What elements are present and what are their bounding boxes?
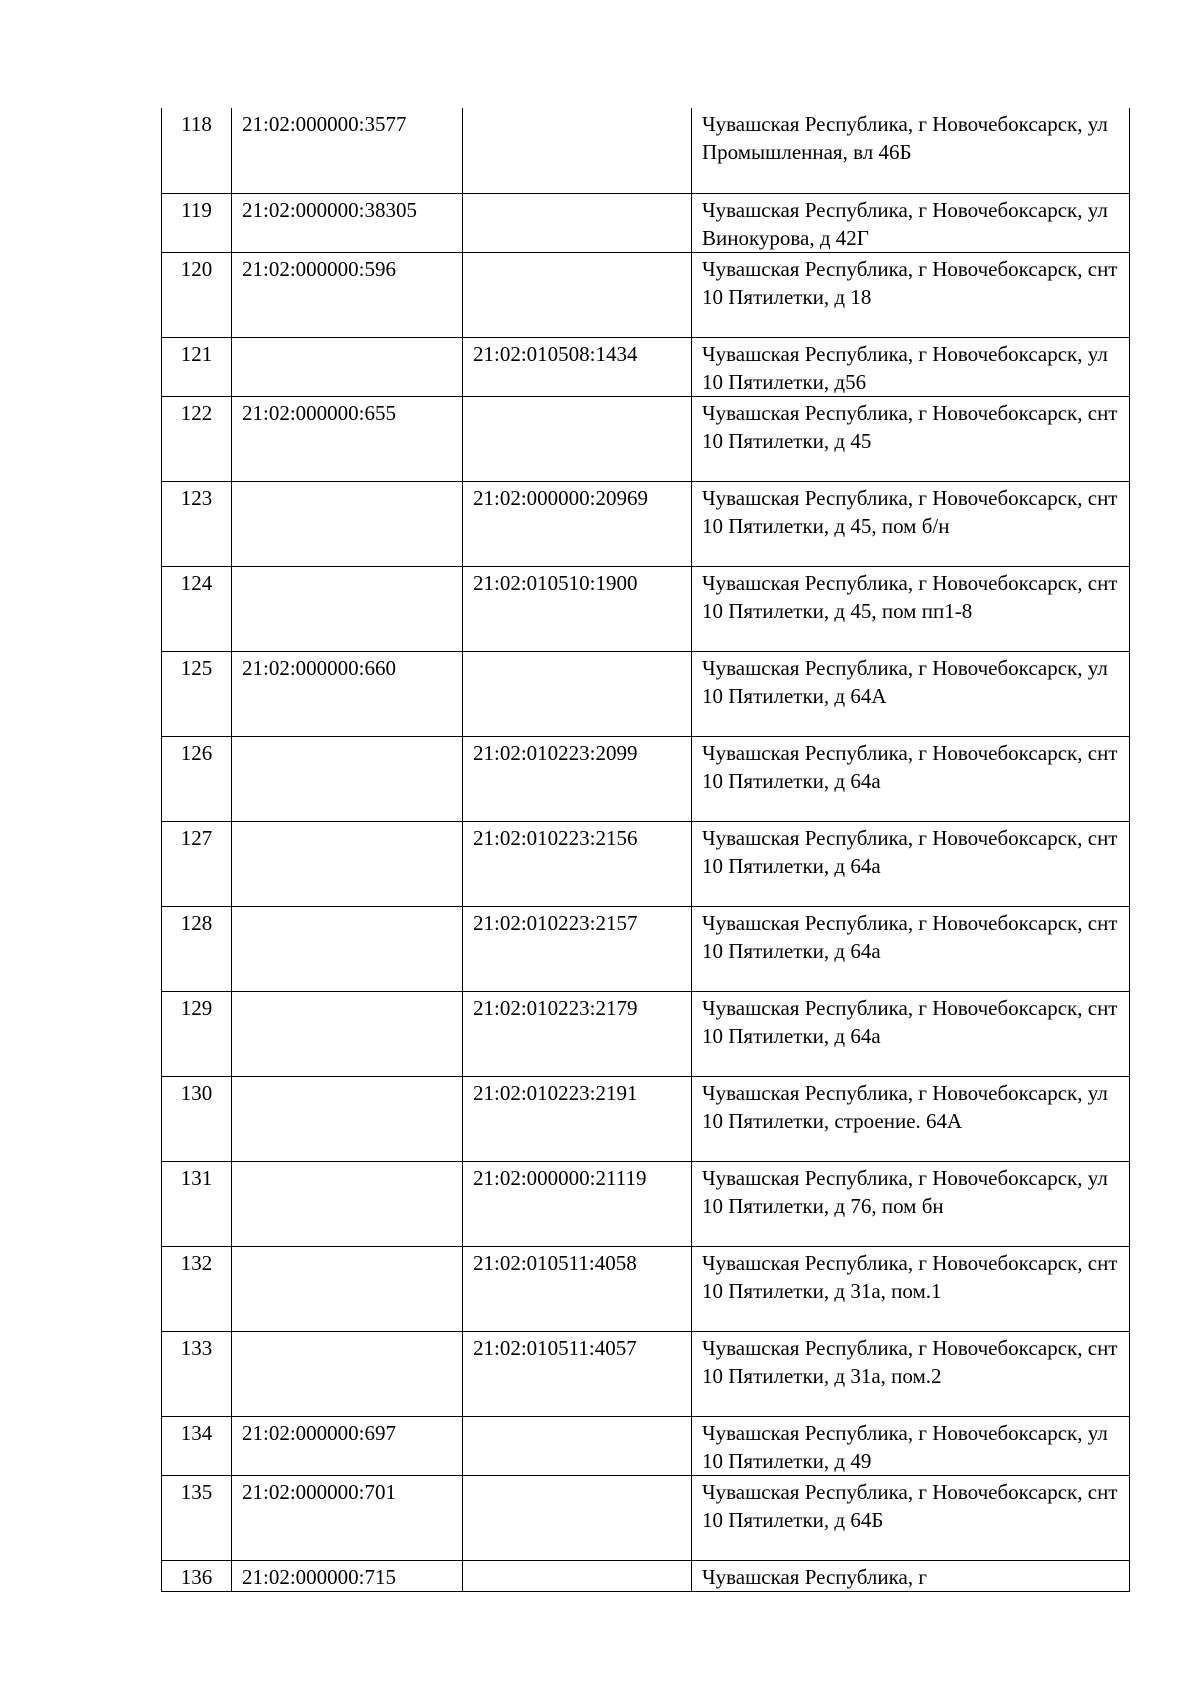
row-number: 129 [162,991,232,1076]
cadastral-number-building: 21:02:010511:4057 [463,1331,692,1416]
cadastral-number-land: 21:02:000000:697 [232,1416,463,1475]
row-number: 125 [162,651,232,736]
table-row [162,991,1130,1076]
table-row [162,193,1130,252]
table-row [162,1560,1130,1591]
cadastral-number-building [463,1475,692,1560]
cadastral-number-land: 21:02:000000:596 [232,252,463,337]
address: Чувашская Республика, г Новочебоксарск, снт 10 Пятилетки, д 45, пом пп1-8 [692,566,1130,651]
address: Чувашская Республика, г Новочебоксарск, снт 10 Пятилетки, д 45, пом б/н [692,481,1130,566]
row-number: 133 [162,1331,232,1416]
table-row [162,1475,1130,1560]
cadastral-table [161,108,1130,1592]
cadastral-number-building: 21:02:010511:4058 [463,1246,692,1331]
cadastral-number-building: 21:02:010223:2179 [463,991,692,1076]
cadastral-number-land: 21:02:000000:655 [232,396,463,481]
row-number: 128 [162,906,232,991]
address: Чувашская Республика, г Новочебоксарск, снт 10 Пятилетки, д 18 [692,252,1130,337]
cadastral-number-building [463,1560,692,1591]
cadastral-number-building: 21:02:000000:21119 [463,1161,692,1246]
row-number: 126 [162,736,232,821]
address: Чувашская Республика, г Новочебоксарск, ул Винокурова, д 42Г [692,193,1130,252]
table-row [162,821,1130,906]
row-number: 127 [162,821,232,906]
cadastral-number-land [232,566,463,651]
table-row [162,252,1130,337]
cadastral-number-building [463,1416,692,1475]
address: Чувашская Республика, г Новочебоксарск, ул 10 Пятилетки, строение. 64А [692,1076,1130,1161]
table-row [162,906,1130,991]
cadastral-number-building [463,252,692,337]
table-row [162,1331,1130,1416]
address: Чувашская Республика, г Новочебоксарск, снт 10 Пятилетки, д 31а, пом.2 [692,1331,1130,1416]
row-number: 130 [162,1076,232,1161]
table-row [162,1076,1130,1161]
cadastral-number-building [463,396,692,481]
row-number: 122 [162,396,232,481]
cadastral-number-land: 21:02:000000:660 [232,651,463,736]
row-number: 123 [162,481,232,566]
address: Чувашская Республика, г Новочебоксарск, снт 10 Пятилетки, д 64Б [692,1475,1130,1560]
row-number: 121 [162,337,232,396]
cadastral-number-land [232,991,463,1076]
address: Чувашская Республика, г Новочебоксарск, снт 10 Пятилетки, д 64а [692,991,1130,1076]
cadastral-number-land [232,1331,463,1416]
address: Чувашская Республика, г Новочебоксарск, ул 10 Пятилетки, д 64А [692,651,1130,736]
table-row [162,1246,1130,1331]
cadastral-number-land [232,481,463,566]
cadastral-number-land: 21:02:000000:3577 [232,108,463,193]
row-number: 132 [162,1246,232,1331]
address: Чувашская Республика, г Новочебоксарск, снт 10 Пятилетки, д 31а, пом.1 [692,1246,1130,1331]
row-number: 119 [162,193,232,252]
row-number: 136 [162,1560,232,1591]
cadastral-number-building [463,193,692,252]
address: Чувашская Республика, г Новочебоксарск, ул 10 Пятилетки, д56 [692,337,1130,396]
row-number: 124 [162,566,232,651]
address: Чувашская Республика, г Новочебоксарск, снт 10 Пятилетки, д 64а [692,821,1130,906]
cadastral-number-land: 21:02:000000:715 [232,1560,463,1591]
table-row [162,566,1130,651]
cadastral-number-building: 21:02:010508:1434 [463,337,692,396]
table-row [162,736,1130,821]
cadastral-number-building: 21:02:010223:2191 [463,1076,692,1161]
address: Чувашская Республика, г [692,1560,1130,1591]
cadastral-number-land [232,821,463,906]
row-number: 134 [162,1416,232,1475]
cadastral-number-land [232,1246,463,1331]
cadastral-number-land [232,906,463,991]
address: Чувашская Республика, г Новочебоксарск, ул 10 Пятилетки, д 49 [692,1416,1130,1475]
cadastral-number-building: 21:02:010223:2157 [463,906,692,991]
address: Чувашская Республика, г Новочебоксарск, снт 10 Пятилетки, д 45 [692,396,1130,481]
cadastral-number-building: 21:02:010223:2156 [463,821,692,906]
row-number: 131 [162,1161,232,1246]
address: Чувашская Республика, г Новочебоксарск, снт 10 Пятилетки, д 64а [692,736,1130,821]
table-row [162,1416,1130,1475]
table-row [162,108,1130,193]
table-row [162,396,1130,481]
cadastral-number-land [232,1076,463,1161]
address: Чувашская Республика, г Новочебоксарск, ул Промышленная, вл 46Б [692,108,1130,193]
table-row [162,651,1130,736]
row-number: 118 [162,108,232,193]
cadastral-number-land: 21:02:000000:701 [232,1475,463,1560]
table-row [162,1161,1130,1246]
cadastral-number-building: 21:02:000000:20969 [463,481,692,566]
cadastral-number-land [232,337,463,396]
row-number: 120 [162,252,232,337]
cadastral-number-building [463,108,692,193]
cadastral-number-building: 21:02:010223:2099 [463,736,692,821]
row-number: 135 [162,1475,232,1560]
cadastral-number-land: 21:02:000000:38305 [232,193,463,252]
table-row [162,337,1130,396]
cadastral-number-land [232,1161,463,1246]
table-row [162,481,1130,566]
cadastral-number-land [232,736,463,821]
cadastral-number-building: 21:02:010510:1900 [463,566,692,651]
address: Чувашская Республика, г Новочебоксарск, ул 10 Пятилетки, д 76, пом бн [692,1161,1130,1246]
address: Чувашская Республика, г Новочебоксарск, снт 10 Пятилетки, д 64а [692,906,1130,991]
cadastral-number-building [463,651,692,736]
